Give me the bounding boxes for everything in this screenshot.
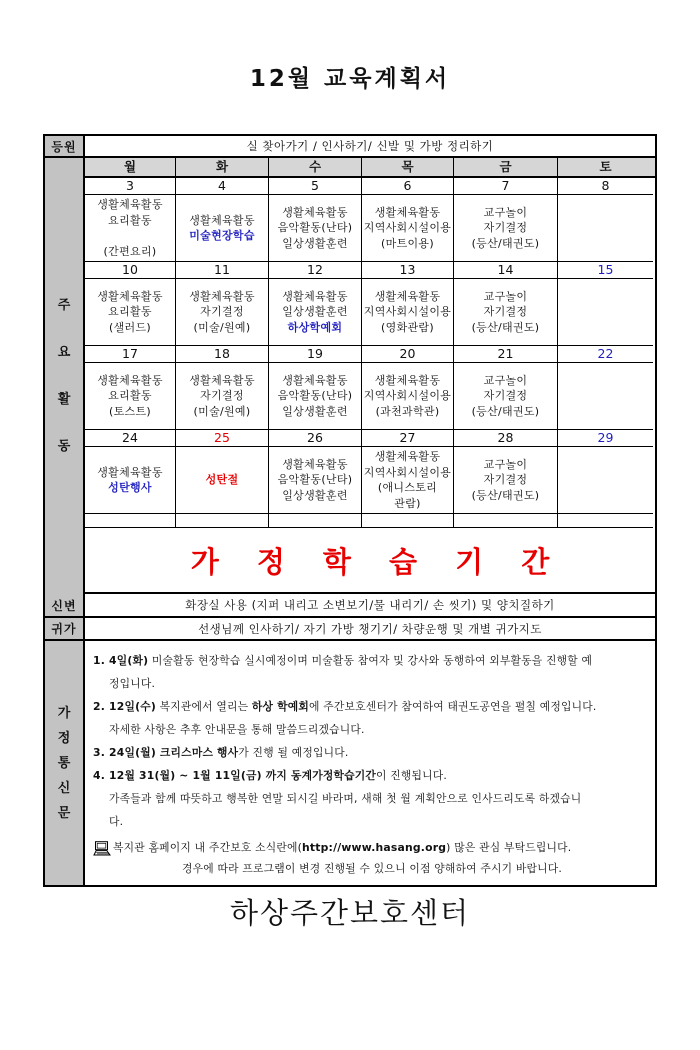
notice-content: [85, 641, 655, 885]
activity-cell: [85, 447, 176, 514]
activity-line: (샐러드): [109, 320, 151, 334]
activity-line: 생활체육활동: [374, 289, 441, 303]
date-cell: 10: [85, 262, 176, 279]
activity-line: 생활체육활동: [374, 373, 441, 387]
activity-line: 지역사회시설이용: [363, 465, 452, 479]
vertical-label-char: 주: [57, 298, 71, 313]
notice-text-segment: 12월 31(월) ~ 1월 11일(금) 까지 동계가정학습기간: [109, 769, 376, 782]
date-cell: 24: [85, 430, 176, 447]
departure-row: [45, 618, 655, 641]
date-cell: 27: [362, 430, 454, 447]
notice-item-line: [93, 787, 651, 810]
activity-line: 일상생활훈련: [282, 236, 348, 250]
activity-line: (미술/원예): [193, 320, 251, 334]
activity-line: 하상학예회: [287, 320, 343, 334]
activity-line: 자기결정: [200, 305, 244, 319]
activity-cell: [269, 447, 362, 514]
activity-cell: [362, 363, 454, 430]
notice-text-segment: 가 진행 될 예정입니다.: [238, 746, 349, 759]
activity-line: (과천과학관): [375, 404, 440, 418]
date-cell: 11: [176, 262, 269, 279]
date-cell: 15: [558, 262, 653, 279]
calendar-date-row: [85, 430, 655, 447]
activity-line: 생활체육활동: [282, 457, 348, 471]
activity-cell: [85, 279, 176, 346]
calendar-grid: [85, 158, 655, 594]
date-cell: 13: [362, 262, 454, 279]
date-cell: 12: [269, 262, 362, 279]
calendar-block: [45, 158, 655, 594]
activity-cell: [176, 363, 269, 430]
activity-cell: [176, 279, 269, 346]
activity-line: 미술현장학습: [189, 229, 255, 242]
attendance-text: 실 찾아가기 / 인사하기/ 신발 및 가방 정리하기: [246, 139, 494, 153]
activity-line: 자기결정: [483, 221, 528, 235]
day-header-fri: 금: [454, 158, 558, 176]
notice-item-line: [93, 718, 651, 741]
notice-item: [93, 741, 651, 764]
calendar-empty-row: [85, 514, 655, 528]
date-cell: 20: [362, 346, 454, 363]
date-cell: 7: [454, 178, 558, 195]
activity-line: (간편요리): [103, 244, 157, 258]
activity-line: 음악활동(난타): [277, 221, 353, 235]
notice-text-segment: 24일(월) 크리스마스 행사: [109, 746, 239, 759]
activity-line: 생활체육활동: [97, 198, 163, 211]
notice-text-segment: 하상 학예회: [251, 700, 310, 713]
education-plan-table: [43, 134, 657, 887]
date-cell: 6: [362, 178, 454, 195]
date-cell: 14: [454, 262, 558, 279]
date-cell: 28: [454, 430, 558, 447]
notice-text-segment: 12일(수): [109, 700, 156, 713]
activity-cell: [454, 363, 558, 430]
date-cell: 21: [454, 346, 558, 363]
activity-line: 생활체육활동: [374, 450, 441, 463]
activity-line: (등산/태권도): [471, 404, 540, 418]
activity-line: 일상생활훈련: [282, 404, 348, 418]
notice-text-segment: 다.: [109, 815, 124, 828]
activity-cell: [269, 279, 362, 346]
calendar-activity-row: [85, 279, 655, 346]
activity-line: 교구놀이: [483, 289, 528, 303]
activity-cell: [176, 195, 269, 262]
hygiene-text: 화장실 사용 (지퍼 내리고 소변보기/물 내리기/ 손 씻기) 및 양치질하기: [185, 598, 555, 612]
notice-item-number: 4.: [93, 769, 106, 782]
hygiene-row: [45, 594, 655, 618]
date-cell: 29: [558, 430, 653, 447]
activity-line: 자기결정: [483, 389, 528, 403]
calendar-activity-row: [85, 447, 655, 514]
activity-line: (등산/태권도): [471, 320, 540, 334]
notice-item-number: 2.: [93, 700, 106, 713]
activity-line: 교구놀이: [483, 373, 528, 387]
activity-cell: [85, 195, 176, 262]
activity-line: 요리활동: [108, 305, 152, 319]
calendar-activity-row: [85, 195, 655, 262]
notice-item: [93, 764, 651, 833]
activity-line: 자기결정: [483, 305, 528, 319]
attendance-label: 등원: [45, 136, 85, 156]
activity-line: (마트이용): [381, 236, 434, 250]
activity-cell: [558, 195, 653, 262]
activity-line: 일상생활훈련: [282, 305, 348, 319]
calendar-date-row: [85, 178, 655, 195]
notice-block: [45, 641, 655, 885]
activity-cell: [362, 195, 454, 262]
date-cell: 26: [269, 430, 362, 447]
notice-item-number: 3.: [93, 746, 106, 759]
day-header-thu: 목: [362, 158, 454, 176]
activity-line: 요리활동: [108, 389, 152, 403]
day-header-tue: 화: [176, 158, 269, 176]
activity-line: (영화관람): [381, 320, 434, 334]
date-cell: 8: [558, 178, 653, 195]
empty-cell: [362, 514, 454, 528]
notice-item-line: [93, 649, 651, 672]
date-cell: 3: [85, 178, 176, 195]
activity-line: (애니스토리: [377, 481, 438, 494]
vertical-label-char: 요: [57, 345, 71, 360]
notice-item-line: [93, 764, 651, 787]
vertical-label-char: 신: [57, 780, 71, 796]
activity-line: 생활체육활동: [374, 205, 441, 219]
activity-line: 생활체육활동: [189, 289, 255, 303]
website-text: 복지관 홈페이지 내 주간보호 소식란에(: [113, 841, 303, 854]
website-text-tail: ) 많은 관심 부탁드립니다.: [446, 841, 572, 854]
calendar-date-row: [85, 262, 655, 279]
activity-line: 지역사회시설이용: [363, 305, 452, 319]
activity-line: (토스트): [109, 404, 151, 418]
activity-line: 음악활동(난타): [277, 389, 353, 403]
vertical-label-char: 가: [57, 705, 71, 721]
calendar-activity-row: [85, 363, 655, 430]
notice-item: [93, 649, 651, 695]
vertical-label-char: 문: [57, 805, 71, 821]
calendar-weeks: [85, 178, 655, 514]
activity-line: 생활체육활동: [282, 205, 348, 219]
activity-cell: [269, 363, 362, 430]
activity-cell: [454, 279, 558, 346]
notice-text-segment: 에 주간보호센터가 참여하여 태권도공연을 펼칠 예정입니다.: [309, 700, 597, 713]
activity-cell: [85, 363, 176, 430]
activity-cell: [362, 447, 454, 514]
activity-line: 생활체육활동: [189, 373, 255, 387]
activity-line: (미술/원예): [193, 404, 251, 418]
day-header-wed: 수: [269, 158, 362, 176]
activity-cell: [454, 447, 558, 514]
activity-line: 요리활동: [108, 213, 152, 227]
page-title: 12월 교육계획서: [249, 66, 451, 92]
activity-line: 생활체육활동: [97, 373, 163, 387]
notice-side-label: [45, 641, 85, 885]
vertical-label-char: 정: [57, 730, 71, 746]
notice-text-segment: 4일(화): [109, 654, 149, 667]
calendar-side-label: [45, 158, 85, 594]
activity-cell: [454, 195, 558, 262]
date-cell: 5: [269, 178, 362, 195]
activity-line: 지역사회시설이용: [363, 221, 452, 235]
day-header-row: [85, 158, 655, 178]
activity-line: 생활체육활동: [97, 465, 163, 479]
notice-items: [93, 649, 651, 833]
date-cell: 17: [85, 346, 176, 363]
activity-line: 생활체육활동: [282, 289, 348, 303]
empty-cell: [269, 514, 362, 528]
activity-line: 생활체육활동: [189, 213, 255, 227]
hygiene-label: 신변: [45, 594, 85, 616]
empty-cell: [454, 514, 558, 528]
notice-text-segment: 이 진행됩니다.: [376, 769, 448, 782]
activity-line: 생활체육활동: [97, 289, 163, 303]
home-study-banner: 가 정 학 습 기 간: [85, 528, 655, 594]
activity-line: (등산/태권도): [471, 488, 540, 502]
activity-line: 자기결정: [200, 389, 244, 403]
day-header-mon: 월: [85, 158, 176, 176]
center-name-footer: 하상주간보호센터: [229, 896, 471, 930]
activity-line: 성탄절: [205, 473, 239, 487]
activity-line: 교구놀이: [483, 205, 528, 219]
departure-label: 귀가: [45, 618, 85, 639]
attendance-row: [45, 136, 655, 158]
activity-cell: [558, 447, 653, 514]
activity-cell: [362, 279, 454, 346]
notice-item-line: [93, 741, 651, 764]
activity-line: 관람): [394, 496, 421, 510]
vertical-label-char: 동: [57, 439, 71, 454]
departure-text: 선생님께 인사하기/ 자기 가방 챙기기/ 차량운행 및 개별 귀가지도: [198, 621, 542, 636]
notice-text-segment: 복지관에서 열리는: [155, 700, 252, 713]
notice-text-segment: 자세한 사항은 추후 안내문을 통해 말씀드리겠습니다.: [109, 723, 365, 736]
activity-line: 교구놀이: [483, 457, 528, 471]
activity-line: 음악활동(난타): [277, 473, 353, 487]
day-header-sat: 토: [599, 159, 612, 174]
empty-cell: [85, 514, 176, 528]
notice-item-line: [93, 695, 651, 718]
activity-line: 생활체육활동: [282, 373, 348, 387]
date-cell: 4: [176, 178, 269, 195]
notice-text-segment: 가족들과 함께 따뜻하고 행복한 연말 되시길 바라며, 새해 첫 월 계획안으로 인사드리도록 하겠습니: [109, 792, 582, 805]
activity-line: 성탄행사: [108, 481, 152, 494]
caution-line: 경우에 따라 프로그램이 변경 진행될 수 있으니 이점 양해하여 주시기 바랍니다.: [181, 862, 563, 875]
activity-line: 자기결정: [483, 473, 528, 487]
vertical-label-char: 통: [57, 755, 71, 771]
website-url: http://www.hasang.org: [302, 841, 447, 854]
computer-icon: [93, 841, 111, 856]
date-cell: 25: [176, 430, 269, 447]
notice-item-line: [93, 810, 651, 833]
empty-cell: [176, 514, 269, 528]
website-line: [93, 838, 651, 858]
activity-line: 지역사회시설이용: [363, 389, 452, 403]
notice-item-number: 1.: [93, 654, 106, 667]
date-cell: 22: [558, 346, 653, 363]
notice-text-segment: 정입니다.: [109, 677, 156, 690]
date-cell: 18: [176, 346, 269, 363]
notice-item-line: [93, 672, 651, 695]
date-cell: 19: [269, 346, 362, 363]
notice-text-segment: 미술활동 현장학습 실시예정이며 미술활동 참여자 및 강사와 동행하여 외부활동을 진행할 예: [148, 654, 593, 667]
vertical-label-char: 활: [57, 392, 71, 407]
activity-line: (등산/태권도): [471, 236, 540, 250]
activity-cell: [558, 363, 653, 430]
activity-cell: [269, 195, 362, 262]
notice-item: [93, 695, 651, 741]
empty-cell: [558, 514, 653, 528]
calendar-date-row: [85, 346, 655, 363]
activity-line: 일상생활훈련: [282, 488, 348, 502]
activity-cell: [176, 447, 269, 514]
activity-cell: [558, 279, 653, 346]
